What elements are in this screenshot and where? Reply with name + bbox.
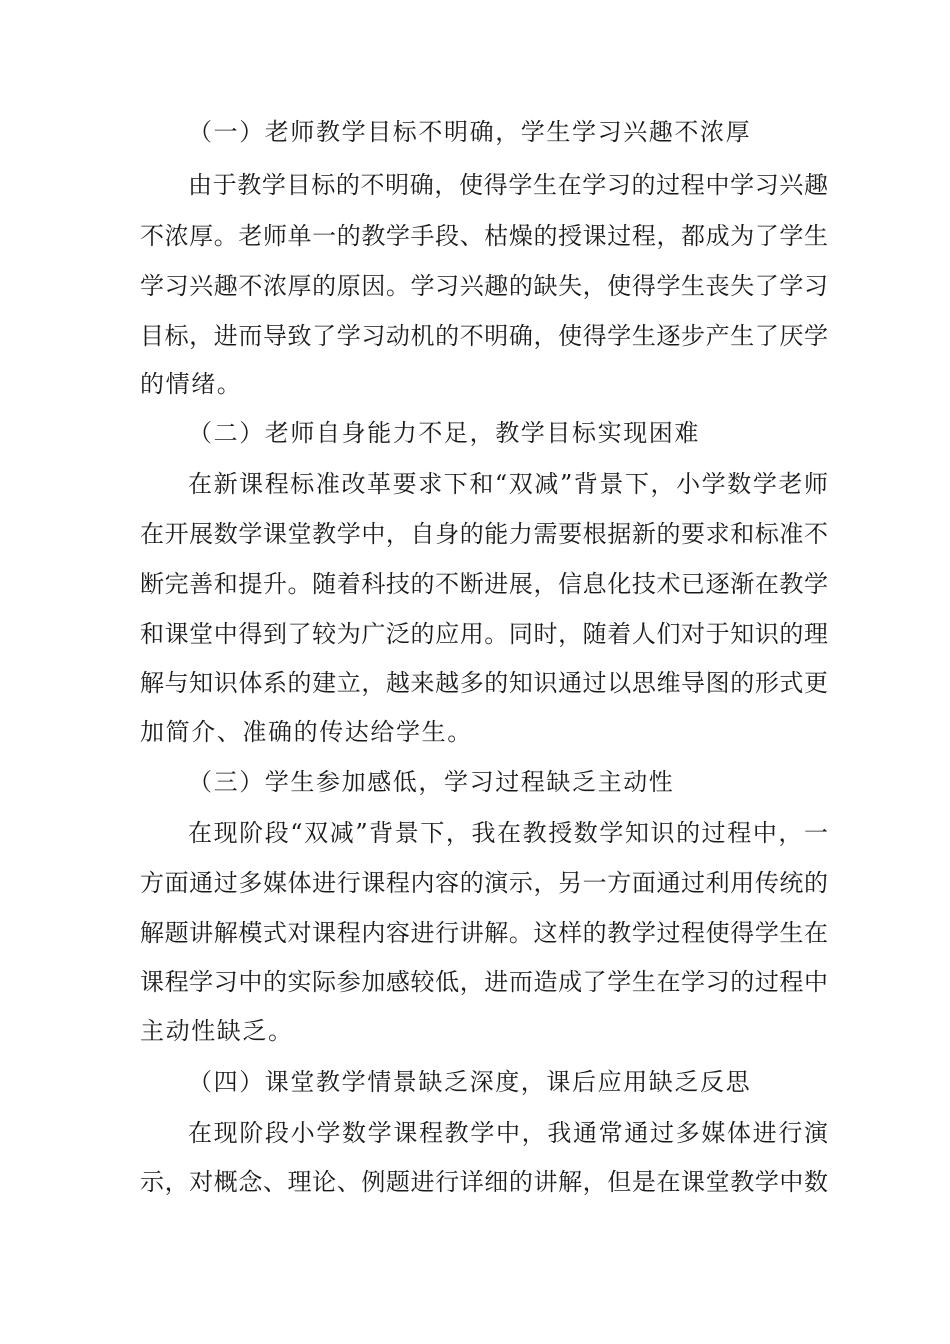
paragraph-line: 由于教学目标的不明确，使得学生在学习的过程中学习兴趣 (188, 171, 828, 199)
paragraph-line: 示，对概念、理论、例题进行详细的讲解，但是在课堂教学中数 (140, 1168, 828, 1196)
paragraph-line: 在现阶段“双减”背景下，我在教授数学知识的过程中，一 (188, 819, 828, 847)
paragraph-line: 加简介、准确的传达给学生。 (140, 718, 473, 746)
paragraph-line: 解与知识体系的建立，越来越多的知识通过以思维导图的形式更 (140, 669, 828, 697)
section-heading-3: （三）学生参加感低，学习过程缺乏主动性 (188, 768, 675, 796)
paragraph-line: 和课堂中得到了较为广泛的应用。同时，随着人们对于知识的理 (140, 620, 828, 648)
paragraph-line: 课程学习中的实际参加感较低，进而造成了学生在学习的过程中 (140, 968, 828, 996)
paragraph-line: 方面通过多媒体进行课程内容的演示，另一方面通过利用传统的 (140, 869, 828, 897)
paragraph-line: 目标，进而导致了学习动机的不明确，使得学生逐步产生了厌学 (140, 322, 828, 350)
paragraph-line: 不浓厚。老师单一的教学手段、枯燥的授课过程，都成为了学生 (140, 222, 828, 250)
paragraph-line: 在现阶段小学数学课程教学中，我通常通过多媒体进行演 (188, 1119, 828, 1147)
section-heading-1: （一）老师教学目标不明确，学生学习兴趣不浓厚 (188, 118, 752, 146)
paragraph-line: 在新课程标准改革要求下和“双减”背景下，小学数学老师 (188, 470, 828, 498)
section-heading-4: （四）课堂教学情景缺乏深度，课后应用缺乏反思 (188, 1068, 752, 1096)
paragraph-line: 的情绪。 (140, 370, 243, 398)
paragraph-line: 学习兴趣不浓厚的原因。学习兴趣的缺失，使得学生丧失了学习 (140, 272, 828, 300)
paragraph-line: 解题讲解模式对课程内容进行讲解。这样的教学过程使得学生在 (140, 919, 828, 947)
paragraph-line: 断完善和提升。随着科技的不断进展，信息化技术已逐渐在教学 (140, 570, 828, 598)
paragraph-line: 在开展数学课堂教学中，自身的能力需要根据新的要求和标准不 (140, 520, 828, 548)
paragraph-line: 主动性缺乏。 (140, 1017, 294, 1045)
section-heading-2: （二）老师自身能力不足，教学目标实现困难 (188, 419, 700, 447)
